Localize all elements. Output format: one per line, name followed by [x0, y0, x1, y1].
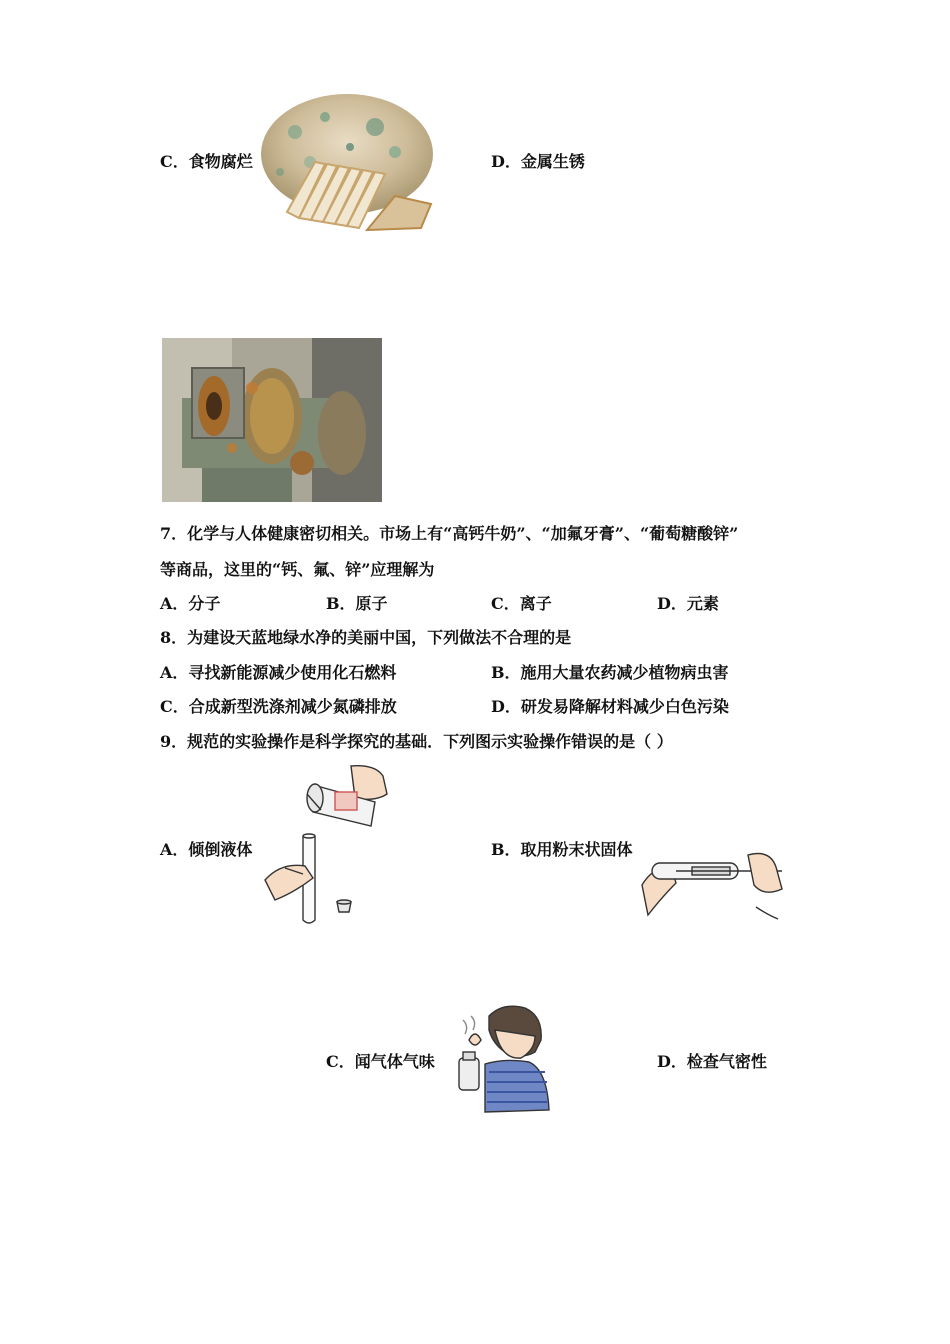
rusty-pipe-image	[162, 338, 382, 502]
q7-option-a: A．分子	[160, 594, 221, 613]
q7-option-d: D．元素	[657, 594, 719, 613]
q8-stem: 8．为建设天蓝地绿水净的美丽中国，下列做法不合理的是	[160, 628, 572, 647]
q9-option-b-label: B．取用粉末状固体	[491, 840, 633, 859]
q8-option-b: B．施用大量农药减少植物病虫害	[491, 663, 729, 682]
smelling-gas-image	[455, 1000, 550, 1115]
q6-option-d-label: D．金属生锈	[491, 152, 585, 171]
q8-option-a: A．寻找新能源减少使用化石燃料	[160, 663, 397, 682]
powder-solid-image	[636, 845, 786, 923]
q9-stem: 9．规范的实验操作是科学探究的基础．下列图示实验操作错误的是（ ）	[160, 732, 673, 751]
q8-option-d: D．研发易降解材料减少白色污染	[491, 697, 729, 716]
q6-option-c-label: C．食物腐烂	[160, 152, 253, 171]
q7-option-c: C．离子	[491, 594, 552, 613]
pouring-liquid-image	[255, 762, 400, 924]
q9-option-a-label: A．倾倒液体	[160, 840, 253, 859]
q9-option-c-label: C．闻气体气味	[326, 1052, 435, 1071]
q7-stem-line2: 等商品，这里的“钙、氟、锌”应理解为	[160, 560, 435, 579]
q7-stem-line1: 7．化学与人体健康密切相关。市场上有“高钙牛奶”、“加氟牙膏”、“葡萄糖酸锌”	[160, 524, 739, 543]
q7-option-b: B．原子	[326, 594, 388, 613]
moldy-bread-image	[255, 92, 435, 240]
q8-option-c: C．合成新型洗涤剂减少氮磷排放	[160, 697, 397, 716]
q9-option-d-label: D．检查气密性	[657, 1052, 767, 1071]
